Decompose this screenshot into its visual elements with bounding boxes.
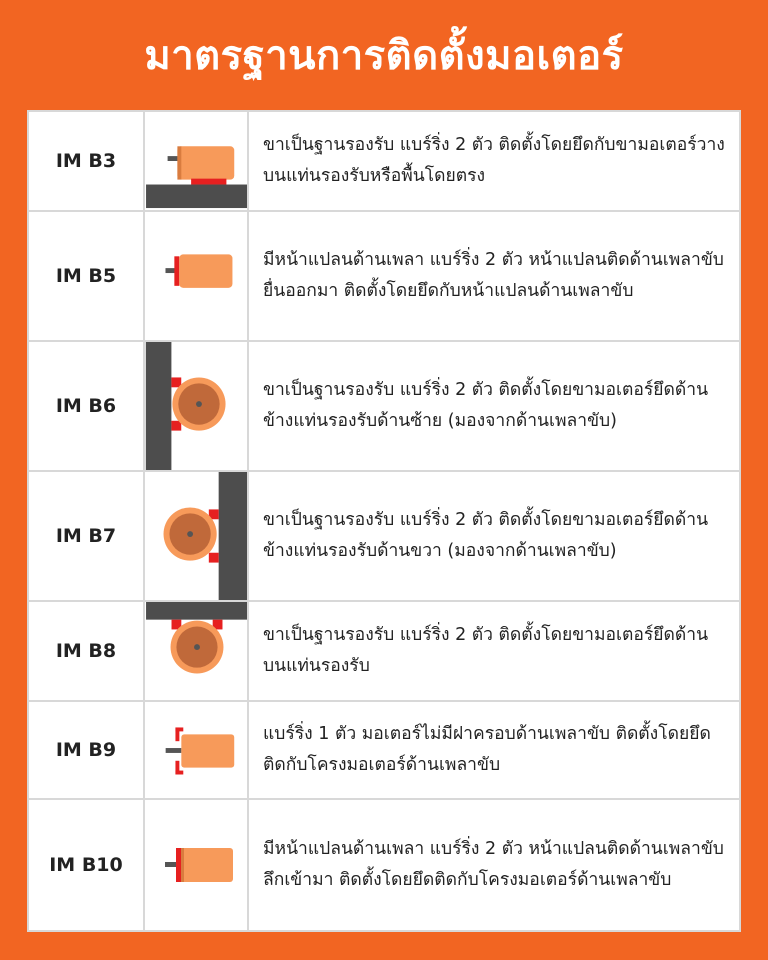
mount-description: ขาเป็นฐานรองรับ แบร์ริ่ง 2 ตัว ติดตั้งโดยยึดกับขามอเตอร์วางบนแท่นรองรับหรือพื้นโดยตรง <box>263 135 725 186</box>
mount-description: มีหน้าแปลนด้านเพลา แบร์ริ่ง 2 ตัว หน้าแปลนติดด้านเพลาขับยื่นออกมา ติดตั้งโดยยึดกับหน้าแปลนด้านเพลาขับ <box>263 250 724 301</box>
table-row <box>29 472 739 602</box>
page-title: มาตรฐานการติดตั้งมอเตอร์ <box>144 33 624 79</box>
mount-code: IM B10 <box>29 800 145 930</box>
mount-description: ขาเป็นฐานรองรับ แบร์ริ่ง 2 ตัว ติดตั้งโดยขามอเตอร์ยึดด้านข้างแท่นรองรับด้านซ้าย (มองจากด้านเพลาขับ) <box>263 380 709 431</box>
mount-code: IM B8 <box>29 602 145 700</box>
mount-description: ขาเป็นฐานรองรับ แบร์ริ่ง 2 ตัว ติดตั้งโดยขามอเตอร์ยึดด้านบนแท่นรองรับ <box>263 625 709 676</box>
motor-flange-mount-icon <box>145 212 249 340</box>
mount-code: IM B7 <box>29 472 145 600</box>
mount-code: IM B6 <box>29 342 145 470</box>
motor-recessed-flange-icon <box>145 800 249 930</box>
table-row <box>29 342 739 472</box>
mounting-table <box>27 110 741 932</box>
mount-description: มีหน้าแปลนด้านเพลา แบร์ริ่ง 2 ตัว หน้าแปลนติดด้านเพลาขับลึกเข้ามา ติดตั้งโดยยึดติดกับโครงมอเตอร์ด้านเพลาขับ <box>263 839 724 890</box>
table-row <box>29 112 739 212</box>
motor-wall-mount-right-icon <box>145 472 249 600</box>
mount-description: แบร์ริ่ง 1 ตัว มอเตอร์ไม่มีฝาครอบด้านเพลาขับ ติดตั้งโดยยึดติดกับโครงมอเตอร์ด้านเพลาขับ <box>263 724 711 775</box>
mount-description: ขาเป็นฐานรองรับ แบร์ริ่ง 2 ตัว ติดตั้งโดยขามอเตอร์ยึดด้านข้างแท่นรองรับด้านขวา (มองจากด้านเพลาขับ) <box>263 510 709 561</box>
motor-wall-mount-left-icon <box>145 342 249 470</box>
motor-ceiling-mount-icon <box>145 602 249 700</box>
mount-code: IM B3 <box>29 112 145 210</box>
table-row <box>29 212 739 342</box>
table-row <box>29 602 739 702</box>
motor-no-endshield-icon <box>145 702 249 798</box>
mount-code: IM B9 <box>29 702 145 798</box>
table-row <box>29 800 739 930</box>
mount-code: IM B5 <box>29 212 145 340</box>
motor-foot-floor-mount-icon <box>145 112 249 210</box>
table-row <box>29 702 739 800</box>
